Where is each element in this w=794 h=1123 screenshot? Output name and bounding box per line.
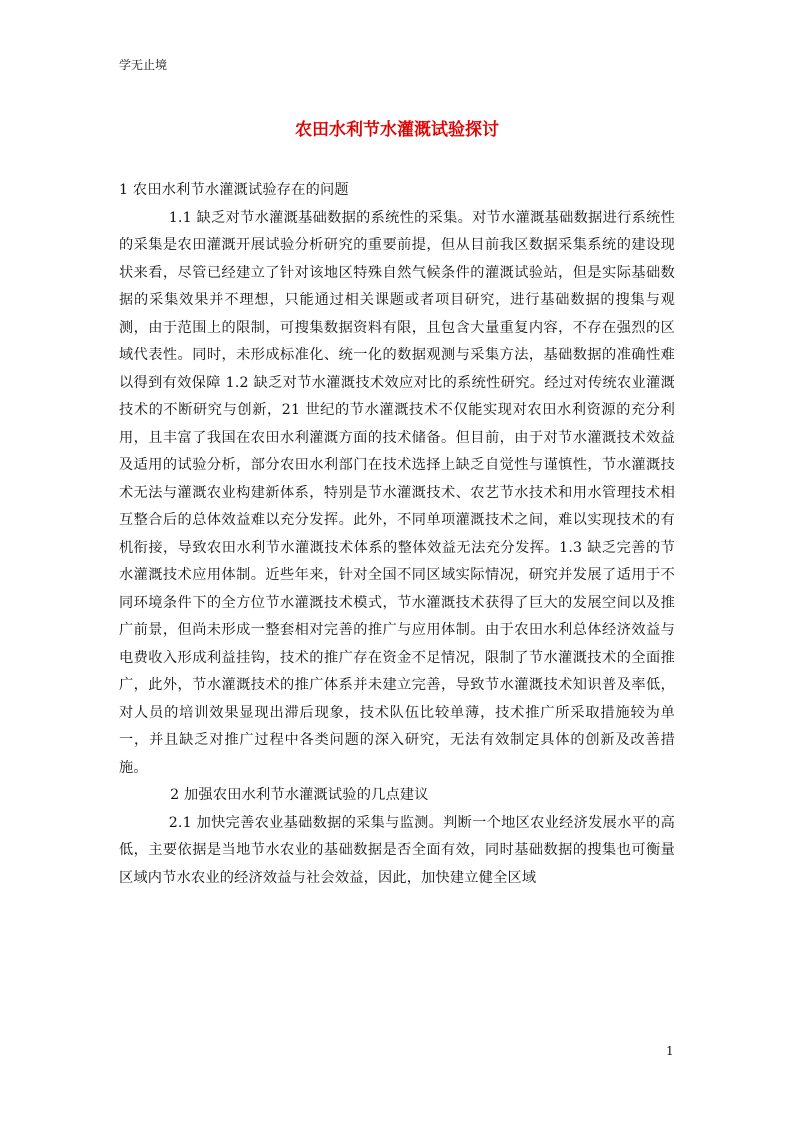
- section-1-heading: 1 农田水利节水灌溉试验存在的问题: [119, 182, 349, 198]
- document-title: 农田水利节水灌溉试验探讨: [295, 120, 499, 141]
- document-body: [119, 177, 675, 892]
- running-header: 学无止境: [119, 58, 168, 72]
- section-2-paragraph: 2.1 加快完善农业基础数据的采集与监测。判断一个地区农业经济发展水平的高低，主要依据是当地节水农业的基础数据是否全面有效，同时基础数据的搜集也可衡量区域内节水农业的经济效益与社会效益，因此，加快建立健全区域: [119, 814, 675, 886]
- section-2-heading: 2 加强农田水利节水灌溉试验的几点建议: [170, 787, 429, 803]
- section-1-paragraph: 1.1 缺乏对节水灌溉基础数据的系统性的采集。对节水灌溉基础数据进行系统性的采集是农田灌溉开展试验分析研究的重要前提，但从目前我区数据采集系统的建设现状来看，尽管已经建立了针对该地区特殊自然气候条件的灌溉试验站，但是实际基础数据的采集效果并不理想，只能通过相关课题或者项目研究，进行基础数据的搜集与观测，由于范围上的限制，可搜集数据资料有限，且包含大量重复内容，不存在强烈的区域代表性。同时，未形成标准化、统一化的数据观测与采集方法，基础数据的准确性难以得到有效保障 1.2 缺乏对节水灌溉技术效应对比的系统性研究。经过对传统农业灌溉技术的不断研究与创新，21 世纪的节水灌溉技术不仅能实现对农田水利资源的充分利用，且丰富了我国在农田水利灌溉方面的技术储备。但目前，由于对节水灌溉技术效益及适用的试验分析，部分农田水利部门在技术选择上缺乏自觉性与谨慎性，节水灌溉技术无法与灌溉农业构建新体系，特别是节水灌溉技术、农艺节水技术和用水管理技术相互整合后的总体效益难以充分发挥。此外，不同单项灌溉技术之间，难以实现技术的有机衔接，导致农田水利节水灌溉技术体系的整体效益无法充分发挥。1.3 缺乏完善的节水灌溉技术应用体制。近些年来，针对全国不同区域实际情况，研究并发展了适用于不同环境条件下的全方位节水灌溉技术模式，节水灌溉技术获得了巨大的发展空间以及推广前景，但尚未形成一整套相对完善的推广与应用体制。由于农田水利总体经济效益与电费收入形成利益挂钩，技术的推广存在资金不足情况，限制了节水灌溉技术的全面推广，此外，节水灌溉技术的推广体系并未建立完善，导致节水灌溉技术知识普及率低，对人员的培训效果显现出滞后现象，技术队伍比较单薄，技术推广所采取措施较为单一，并且缺乏对推广过程中各类问题的深入研究，无法有效制定具体的创新及改善措施。: [119, 209, 675, 776]
- page-number: 1: [666, 1044, 674, 1058]
